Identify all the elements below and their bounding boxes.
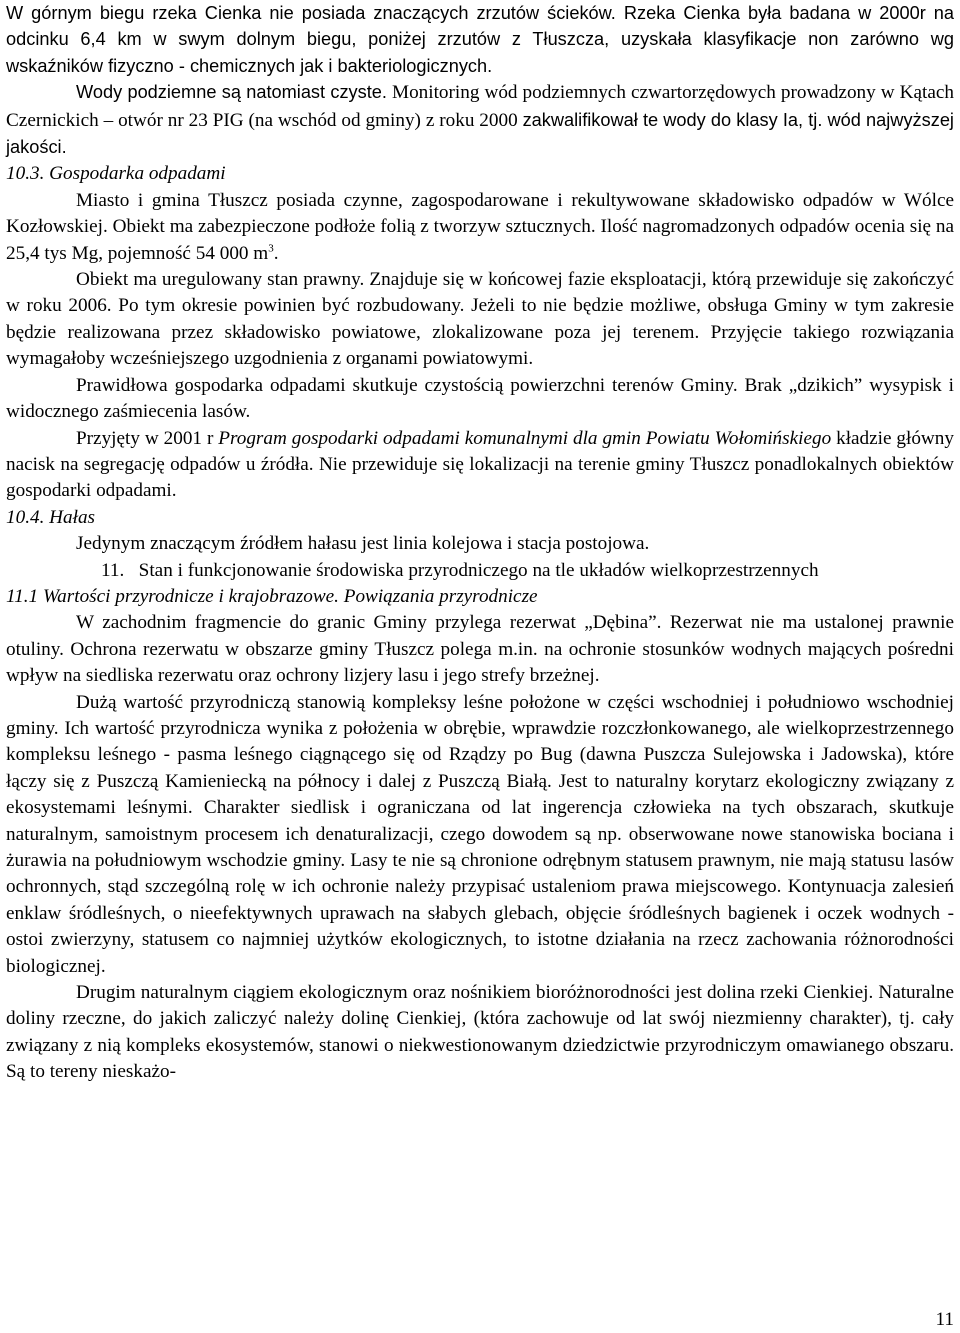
waste-program-title: Program gospodarki odpadami komunalnymi dla gmin Powiatu Wołomińskiego (218, 427, 832, 449)
paragraph-river-valley: Drugim naturalnym ciągiem ekologicznym oraz nośnikiem bioróżnorodności jest dolina rzeki Cienkiej. Naturalne doliny rzeczne, do jakich zaliczyć należy dolinę Cienkiej, (która zachowuje od lat swój niezmienny charakter), tj. cały związany z nią kompleks ekosystemów, stanowi o niekwestionowanym dziedzictwie przyrodniczym omawianego obszaru. Są to tereny nieskażo- (6, 982, 954, 1083)
section-heading-11-1: 11.1 Wartości przyrodnicze i krajobrazowe. Powiązania przyrodnicze (6, 585, 538, 607)
paragraph-landfill (6, 188, 954, 267)
section-title-10-3: Gospodarka odpadami (49, 163, 226, 185)
paragraph-groundwater (6, 79, 954, 161)
paragraph-legal-status: Obiekt ma uregulowany stan prawny. Znajduje się w końcowej fazie eksploatacji, którą przewiduje się zakończyć w roku 2006. Po tym okresie powinien być rozbudowany. Jeżeli to nie będzie możliwe, obsługa Gminy w tym zakresie będzie realizowana przez składowisko powiatowe, zlokalizowane poza jej terenem. Przyjęcie takiego rozwiązania wymagałoby wcześniejszego uzgodnienia z organami powiatowymi. (6, 269, 954, 370)
cubic-superscript: 3 (268, 242, 274, 255)
page-number: 11 (935, 1309, 954, 1330)
groundwater-monitoring: Monitoring wód podziemnych czwartorzędowych prowadzony w Kątach Czernickich – otwór nr 23 PIG (na wschód od gminy) z roku 2000 (6, 82, 954, 131)
section-number-10-3: 10.3. (6, 163, 50, 185)
waste-program-pre: Przyjęty w 2001 r (76, 427, 219, 449)
paragraph-reserve: W zachodnim fragmencie do granic Gminy przylega rezerwat „Dębina”. Rezerwat nie ma ustalonej prawnie otuliny. Ochrona rezerwatu w obszarze gminy Tłuszcz polega m.in. na ochronie stosunków wodnych mających pośredni wpływ na siedliska rezerwatu oraz ochrony lizjery lasu i jego strefy brzeżnej. (6, 612, 954, 687)
landfill-text-end: . (273, 242, 279, 264)
paragraph-river-cienka: W górnym biegu rzeka Cienka nie posiada znaczących zrzutów ścieków. Rzeka Cienka była badana w 2000r na odcinku 6,4 km w swym dolnym biegu, poniżej zrzutów z Tłuszcza, uzyskała klasyfikacje non zarówno wg wskaźników fizyczno - chemicznych jak i bakteriologicznych. (6, 3, 954, 76)
section-number-11: 11. (101, 559, 125, 581)
groundwater-class: zakwalifikował te wody do klasy Ia, tj. wód najwyższej jakości. (6, 109, 954, 158)
paragraph-cleanliness: Prawidłowa gospodarka odpadami skutkuje czystością powierzchni terenów Gminy. Brak „dzikich” wysypisk i widocznego zaśmiecenia lasów. (6, 374, 954, 423)
groundwater-lead: Wody podziemne są natomiast czyste. (76, 82, 387, 103)
section-title-11: Stan i funkcjonowanie środowiska przyrodniczego na tle układów wielkoprzestrzennych (138, 559, 819, 581)
waste-program-post: kładzie główny nacisk na segregację odpadów u źródła. Nie przewiduje się lokalizacji na terenie gminy Tłuszcz ponadlokalnych obiektów gospodarki odpadami. (6, 427, 954, 502)
paragraph-noise: Jedynym znaczącym źródłem hałasu jest linia kolejowa i stacja postojowa. (76, 533, 650, 555)
landfill-text: Miasto i gmina Tłuszcz posiada czynne, zagospodarowane i rekultywowane składowisko odpadów w Wólce Kozłowskiej. Obiekt ma zabezpieczone podłoże folią z tworzyw sztucznych. Ilość nagromadzonych odpadów ocenia się na 25,4 tys Mg, pojemność 54 000 m (6, 189, 954, 264)
paragraph-waste-program (6, 426, 954, 505)
document-page (6, 0, 954, 1086)
section-heading-11 (53, 558, 954, 584)
section-heading-10-3 (6, 161, 954, 187)
paragraph-forests: Dużą wartość przyrodniczą stanowią kompleksy leśne położone w części wschodniej i południowo wschodniej gminy. Ich wartość przyrodnicza wynika z położenia w obrębie, wprawdzie rozczłonkowanego, ale wielkoprzestrzennego kompleksu leśnego - pasma leśnego ciągnącego się od Rządzy po Bug (dawna Puszcza Sulejowska i Jadowska), które łączy się z Puszczą Kamieniecką na północy i dalej z Puszczą Białą. Jest to naturalny korytarz ekologiczny związany z ekosystemami leśnymi. Charakter siedlisk i ograniczana od lat ingerencja człowieka na tych obszarach, skutkuje naturalnym, samoistnym procesem ich denaturalizacji, czego dowodem są np. obserwowane nowe stanowiska bociana i żurawia na południowym wschodzie gminy. Lasy te nie są chronione odrębnym statusem prawnym, nie mają statusu lasów ochronnych, stąd szczególną rolę w ich ochronie należy przypisać ustaleniom prawa miejscowego. Kontynuacja zalesień enklaw śródleśnych, o nieefektywnych uprawach na słabych glebach, objęcie śródleśnych bagienek i oczek wodnych - ostoi zwierzyny, statusem co najmniej użytków ekologicznych, to istotne działania na rzecz zachowania różnorodności biologicznej. (6, 691, 954, 977)
section-heading-10-4: 10.4. Hałas (6, 506, 96, 528)
